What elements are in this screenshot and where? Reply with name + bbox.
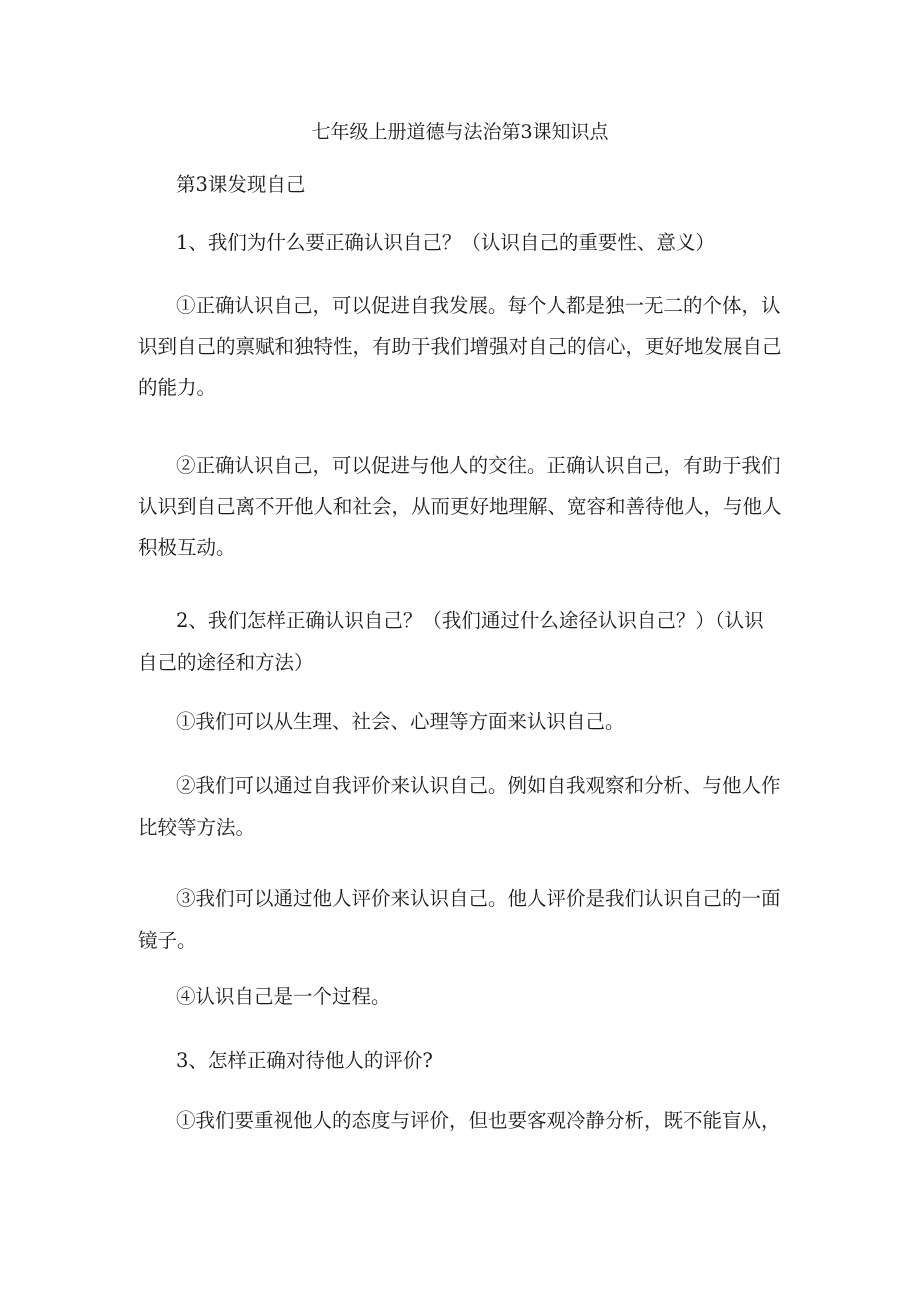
paragraph-2: ②正确认识自己，可以促进与他人的交往。正确认识自己，有助于我们认识到自己离不开他人和社会，从而更好地理解、宽容和善待他人，与他人积极互动。	[138, 454, 782, 559]
document-title: 七年级上册道德与法治第3课知识点	[311, 121, 609, 143]
paragraph-7: ①我们要重视他人的态度与评价，但也要客观冷静分析，既不能盲从，	[176, 1109, 781, 1132]
paragraph-6: ④认识自己是一个过程。	[176, 985, 391, 1008]
paragraph-5: ③我们可以通过他人评价来认识自己。他人评价是我们认识自己的一面镜子。	[138, 887, 781, 952]
lesson-heading: 第3课发现自己	[176, 173, 306, 196]
paragraph-3: ①我们可以从生理、社会、心理等方面来认识自己。	[176, 710, 625, 733]
question-2: 2、我们怎样正确认识自己？（我们通过什么途径认识自己？）（认识 自己的途径和方法）	[138, 609, 764, 674]
paragraph-1: ①正确认识自己，可以促进自我发展。每个人都是独一无二的个体，认识到自己的禀赋和独特性，有助于我们增强对自己的信心，更好地发展自己的能力。	[138, 294, 782, 399]
question-3: 3、怎样正确对待他人的评价?	[176, 1049, 433, 1072]
paragraph-4: ②我们可以通过自我评价来认识自己。例如自我观察和分析、与他人作比较等方法。	[138, 774, 781, 839]
question-1: 1、我们为什么要正确认识自己？（认识自己的重要性、意义）	[176, 231, 715, 254]
